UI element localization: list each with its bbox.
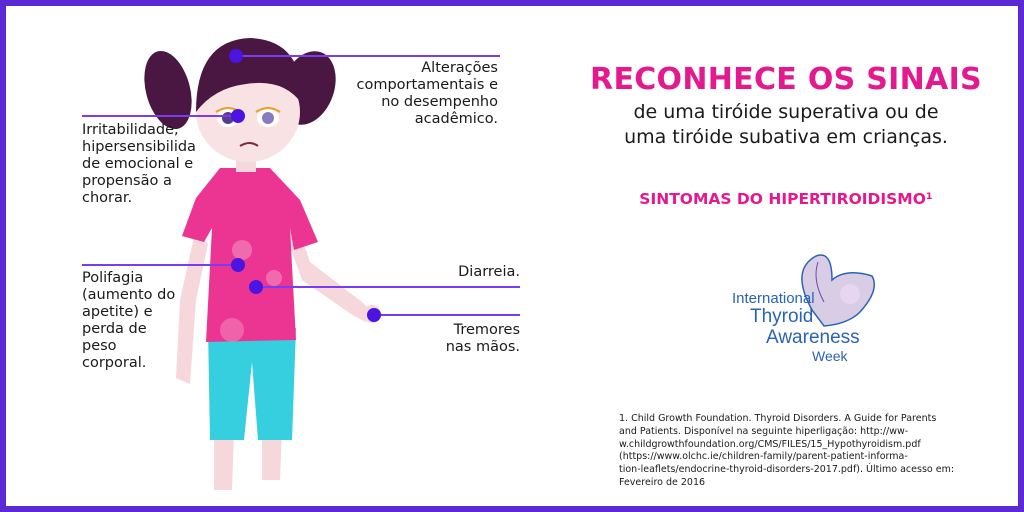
label-irritability: Irritabilidade, hipersensibilida de emocional e propensão a chorar. [82,122,196,206]
label-tremors: Tremores nas mãos. [445,322,520,355]
symptoms-heading: SINTOMAS DO HIPERTIROIDISMO¹ [639,190,933,208]
marker-dot-hand [367,308,381,322]
callout-line-polyphagia [82,264,238,266]
subtitle-line-2: uma tiróide subativa em crianças. [624,126,948,148]
subtitle [572,100,1000,150]
logo-line-1: International [732,290,815,307]
logo-line-3: Awareness [766,327,860,348]
logo-line-4: Week [812,348,848,364]
main-title: RECONHECE OS SINAIS [590,62,982,97]
marker-dot-eye [231,109,245,123]
logo-line-2: Thyroid [750,306,814,327]
callout-line-behavior [236,55,500,57]
footnote: 1. Child Growth Foundation. Thyroid Disorders. A Guide for Parents and Patients. Disponível na seguinte hiperligação: http://ww- w.childgrowthfoundation.org/CMS/FILES/15_Hypothyroidism.pdf (https://www.olchc.ie/children-family/parent-patient-informa- tion-leaflets/endocrine-thyroid-disorders-2017.pdf). Último acesso em: Fevereiro de 2016 [619,413,955,488]
marker-dot-belly [249,280,263,294]
subtitle-line-1: de uma tiróide superativa ou de [633,101,939,123]
pants [208,328,296,440]
label-diarrhea: Diarreia. [458,264,520,280]
marker-dot-head [229,49,243,63]
callout-line-diarrhea [256,286,520,288]
label-behavior: Alterações comportamentais e no desempenho acadêmico. [356,60,498,127]
label-polyphagia: Polifagia (aumento do apetite) e perda de peso corporal. [82,270,176,371]
marker-dot-stomach [231,258,245,272]
callout-line-irritability [82,115,238,117]
callout-line-tremors [374,314,520,316]
itaw-logo [720,250,890,370]
